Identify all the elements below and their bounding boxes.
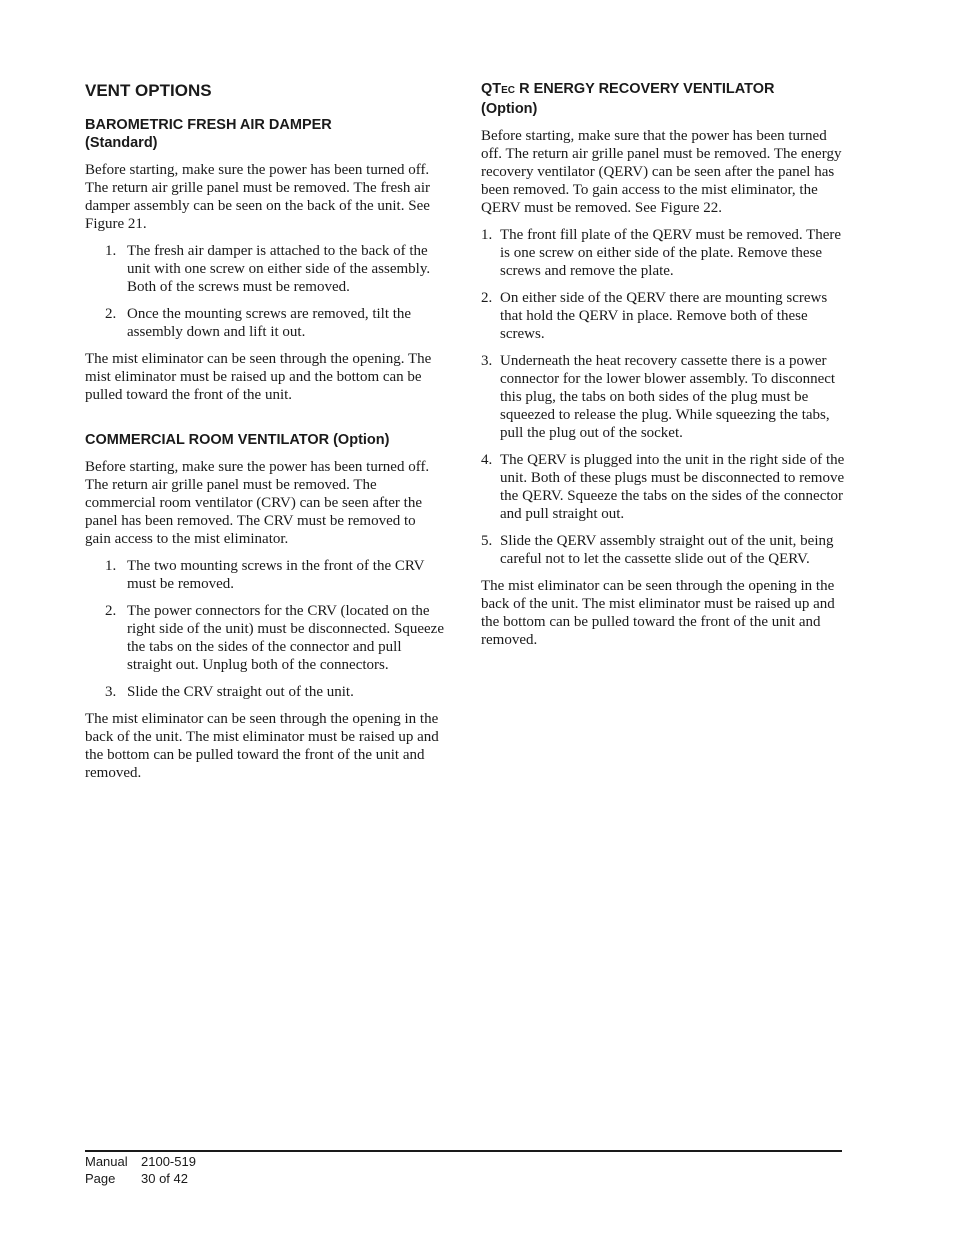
list-item: 3. Underneath the heat recovery cassette there is a power connector for the lower blower assembly. To disconnect this plug, the tabs on both sides of the plug must be squeezed to release the plug. While squeezing the tabs, pull the plug out of the socket. — [481, 353, 836, 441]
right-column — [481, 80, 846, 658]
left-column — [85, 80, 445, 791]
crv-outro: The mist eliminator can be seen through the opening in the back of the unit. The mist eliminator must be raised up and the bottom can be pulled toward the front of the unit and removed. — [85, 711, 439, 781]
crv-steps — [85, 557, 445, 701]
list-item: 2. The power connectors for the CRV (located on the right side of the unit) must be disconnected. Squeeze the tabs on the sides of the connector and pull straight out. Unplug both of the connectors. — [105, 603, 444, 673]
footer-manual: Manual 2100-519 — [85, 1154, 196, 1169]
crv-intro: Before starting, make sure the power has been turned off. The return air grille panel must be removed. The commercial room ventilator (CRV) can be seen after the panel has been removed. The CRV must be removed to gain access to the mist eliminator. — [85, 459, 430, 547]
section-heading-crv: COMMERCIAL ROOM VENTILATOR (Option) — [85, 432, 390, 448]
list-item: 5. Slide the QERV assembly straight out of the unit, being careful not to let the cassette slide out of the QERV. — [481, 533, 834, 567]
qerv-outro: The mist eliminator can be seen through the opening in the back of the unit. The mist eliminator must be raised up and the bottom can be pulled toward the front of the unit and removed. — [481, 578, 835, 648]
barometric-steps — [85, 242, 445, 341]
page-footer — [85, 1153, 196, 1187]
section-heading-qerv: QTEC R ENERGY RECOVERY VENTILATOR (Option) — [481, 81, 775, 117]
list-item: 4. The QERV is plugged into the unit in the right side of the unit. Both of these plugs must be disconnected to remove the QERV. Squeeze the tabs on the sides of the connector and pull straight out. — [481, 452, 845, 522]
footer-page: Page 30 of 42 — [85, 1171, 188, 1186]
list-item: 2. On either side of the QERV there are mounting screws that hold the QERV in place. Remove both of these screws. — [481, 290, 828, 342]
list-item: 1. The fresh air damper is attached to the back of the unit with one screw on either side of the assembly. Both of the screws must be removed. — [105, 243, 431, 295]
list-item: 1. The front fill plate of the QERV must be removed. There is one screw on either side of the plate. Remove these screws and remove the plate. — [481, 227, 842, 279]
qerv-steps — [481, 226, 846, 568]
list-item: 3. Slide the CRV straight out of the unit. — [105, 684, 354, 700]
page-title: VENT OPTIONS — [85, 81, 212, 100]
barometric-outro: The mist eliminator can be seen through the opening. The mist eliminator must be raised up and the bottom can be pulled toward the front of the unit. — [85, 351, 432, 403]
list-item: 1. The two mounting screws in the front of the CRV must be removed. — [105, 558, 425, 592]
section-heading-barometric: BAROMETRIC FRESH AIR DAMPER (Standard) — [85, 117, 332, 151]
qerv-intro: Before starting, make sure that the power has been turned off. The return air grille panel must be removed. The energy recovery ventilator (QERV) can be seen after the panel has been removed. To gain access to the mist eliminator, the QERV must be removed. See Figure 22. — [481, 128, 842, 216]
barometric-intro: Before starting, make sure the power has been turned off. The return air grille panel must be removed. The fresh air damper assembly can be seen on the back of the unit. See Figure 21. — [85, 162, 431, 232]
list-item: 2. Once the mounting screws are removed, tilt the assembly down and lift it out. — [105, 306, 412, 340]
footer-divider — [85, 1150, 842, 1152]
